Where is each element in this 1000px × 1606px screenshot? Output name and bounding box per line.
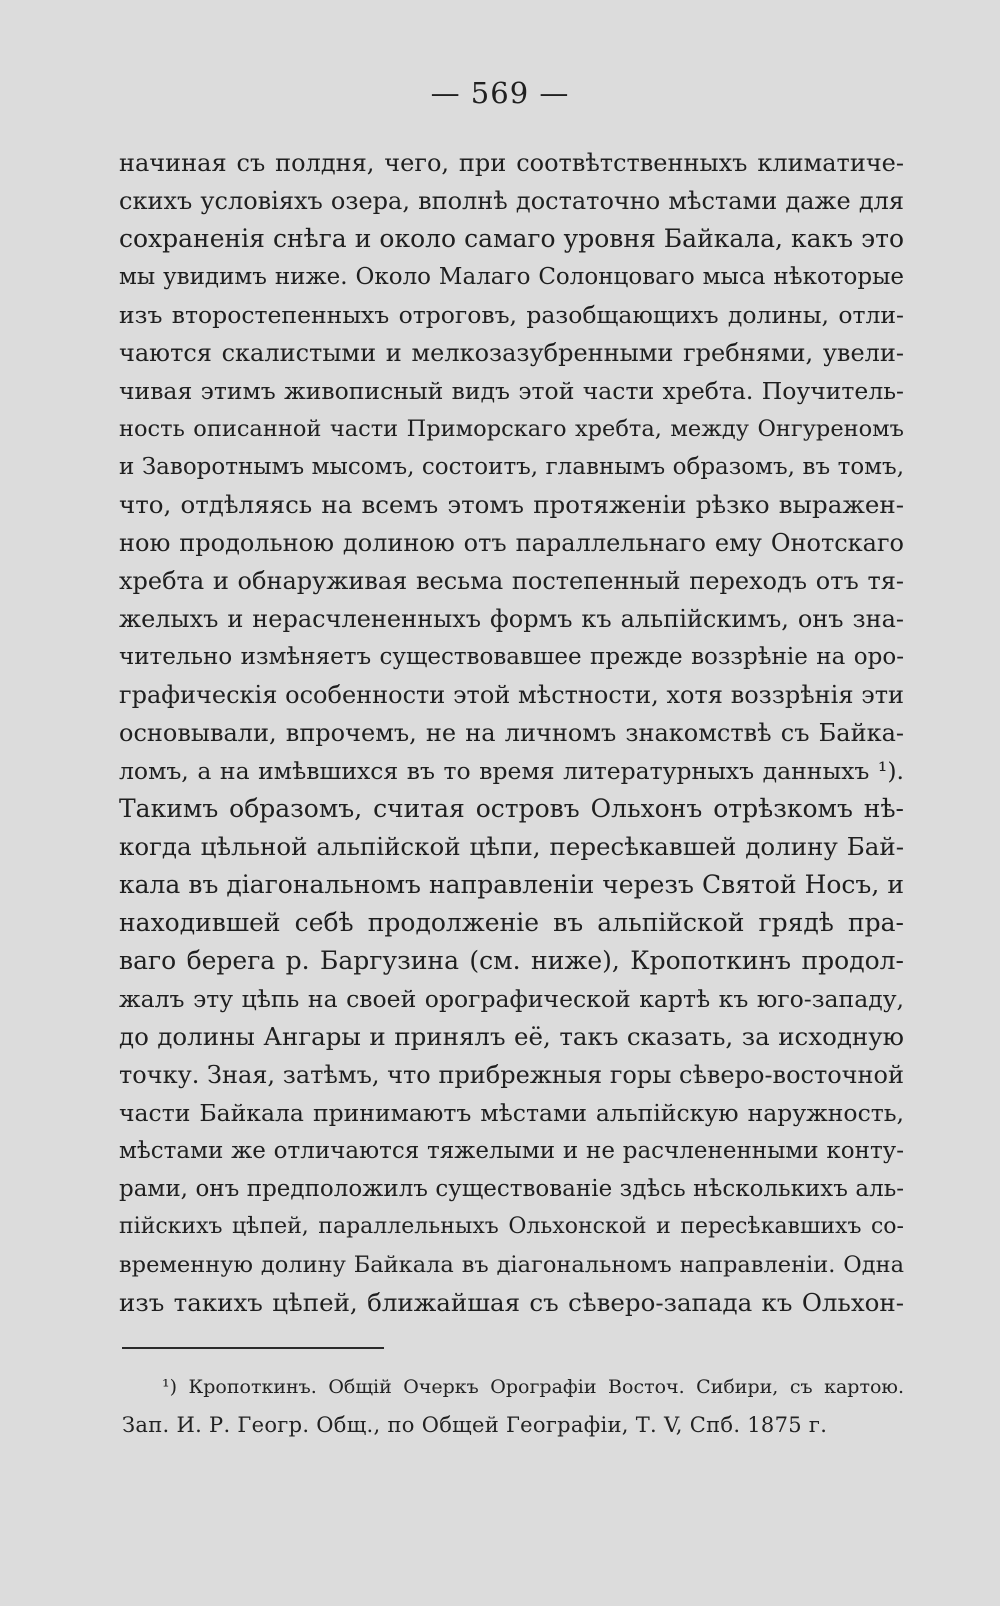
footnotes [122,1368,904,1444]
text-line: Такимъ образомъ, считая островъ Ольхонъ отрѣзкомъ нѣ- [119,794,904,823]
text-line: части Байкала принимаютъ мѣстами альпійскую наружность, [119,1099,904,1127]
text-line: желыхъ и нерасчлененныхъ формъ къ альпійскимъ, онъ зна- [119,605,904,633]
text-line: что, отдѣляясь на всемъ этомъ протяженіи рѣзко выражен- [119,490,904,519]
text-line: графическія особенности этой мѣстности, хотя воззрѣнія эти [119,681,904,709]
text-line: начиная съ полдня, чего, при соотвѣтственныхъ климатиче- [119,149,904,177]
text-line: сохраненія снѣга и около самаго уровня Байкала, какъ это [119,224,904,253]
text-line: чаются скалистыми и мелкозазубренными гребнями, увели- [119,339,904,367]
footnote-line: ¹) Кропоткинъ. Общій Очеркъ Орографіи Восточ. Сибири, съ картою. [162,1376,904,1398]
text-line: кала въ діагональномъ направленіи черезъ Святой Носъ, и [119,870,904,899]
text-line: ною продольною долиною отъ параллельнаго ему Онотскаго [119,529,904,557]
text-line: изъ второстепенныхъ отроговъ, разобщающихъ долины, отли- [119,301,904,329]
text-line: и Заворотнымъ мысомъ, состоитъ, главнымъ образомъ, въ томъ, [119,454,904,480]
text-line: изъ такихъ цѣпей, ближайшая съ сѣверо-запада къ Ольхон- [119,1288,904,1317]
text-line: чительно измѣняетъ существовавшее прежде воззрѣніе на оро- [119,644,904,670]
page-number: — 569 — [430,76,570,110]
text-line: временную долину Байкала въ діагональномъ направленіи. Одна [119,1252,904,1278]
text-line: мы увидимъ ниже. Около Малаго Солонцоваго мыса нѣкоторые [119,264,904,290]
text-line: когда цѣльной альпійской цѣпи, пересѣкавшей долину Бай- [119,832,904,861]
text-line: жалъ эту цѣпь на своей орографической картѣ къ юго-западу, [119,985,904,1013]
text-line: точку. Зная, затѣмъ, что прибрежныя горы сѣверо-восточной [119,1061,904,1089]
text-line: скихъ условіяхъ озера, вполнѣ достаточно мѣстами даже для [119,187,904,215]
text-line: мѣстами же отличаются тяжелыми и не расчлененными конту- [119,1138,904,1164]
text-line: основывали, впрочемъ, не на личномъ знакомствѣ съ Байка- [119,719,904,747]
main-text [119,144,904,1322]
text-line: ломъ, а на имѣвшихся въ то время литературныхъ данныхъ ¹). [119,757,904,785]
footnote-line: Зап. И. Р. Геогр. Общ., по Общей Географіи, Т. V, Спб. 1875 г. [122,1413,828,1437]
text-line: находившей себѣ продолженіе въ альпійской грядѣ пра- [119,908,904,937]
text-line: чивая этимъ живописный видъ этой части хребта. Поучитель- [119,377,904,405]
text-line: хребта и обнаруживая весьма постепенный переходъ отъ тя- [119,567,904,595]
text-line: до долины Ангары и принялъ её, такъ сказать, за исходную [119,1022,904,1051]
text-line: ность описанной части Приморскаго хребта, между Онгуреномъ [119,416,904,442]
text-line: рами, онъ предположилъ существованіе здѣсь нѣсколькихъ аль- [119,1176,904,1202]
text-line: пійскихъ цѣпей, параллельныхъ Ольхонской и пересѣкавшихъ со- [119,1214,904,1239]
footnote-divider [122,1347,384,1349]
text-line: ваго берега р. Баргузина (см. ниже), Кропоткинъ продол- [119,946,904,975]
